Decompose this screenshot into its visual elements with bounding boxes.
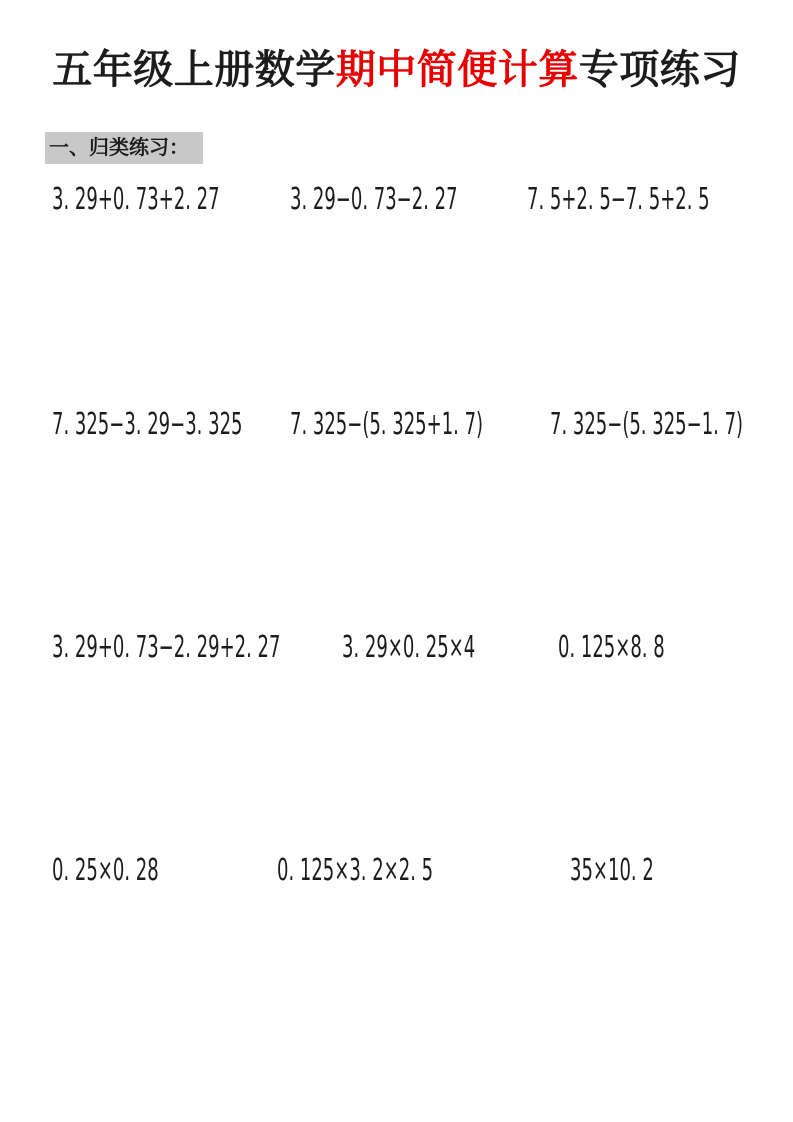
- math-expression: 0. 125×8. 8: [558, 630, 665, 665]
- problem-row: [0, 407, 793, 442]
- math-expression: 3. 29−0. 73−2. 27: [290, 182, 458, 217]
- title-part-black-2: 专项练习: [578, 48, 741, 92]
- math-expression: 0. 25×0. 28: [52, 853, 159, 888]
- problem-row: [0, 182, 793, 217]
- title-part-black-1: 五年级上册数学: [52, 48, 336, 92]
- section-heading-label: 一、归类练习：: [49, 137, 189, 159]
- worksheet-title: [0, 46, 793, 94]
- math-expression: 7. 5+2. 5−7. 5+2. 5: [527, 182, 710, 217]
- math-expression: 7. 325−(5. 325+1. 7): [290, 407, 484, 442]
- math-expression: 7. 325−(5. 325−1. 7): [550, 407, 744, 442]
- title-part-red: 期中简便计算: [335, 48, 579, 92]
- math-expression: 0. 125×3. 2×2. 5: [277, 853, 434, 888]
- math-expression: 3. 29+0. 73+2. 27: [52, 182, 220, 217]
- math-expression: 7. 325−3. 29−3. 325: [52, 407, 243, 442]
- section-heading: [45, 132, 203, 164]
- problem-row: [0, 853, 793, 888]
- math-expression: 35×10. 2: [570, 853, 654, 888]
- math-expression: 3. 29×0. 25×4: [342, 630, 476, 665]
- math-expression: 3. 29+0. 73−2. 29+2. 27: [52, 630, 281, 665]
- problem-row: [0, 630, 793, 665]
